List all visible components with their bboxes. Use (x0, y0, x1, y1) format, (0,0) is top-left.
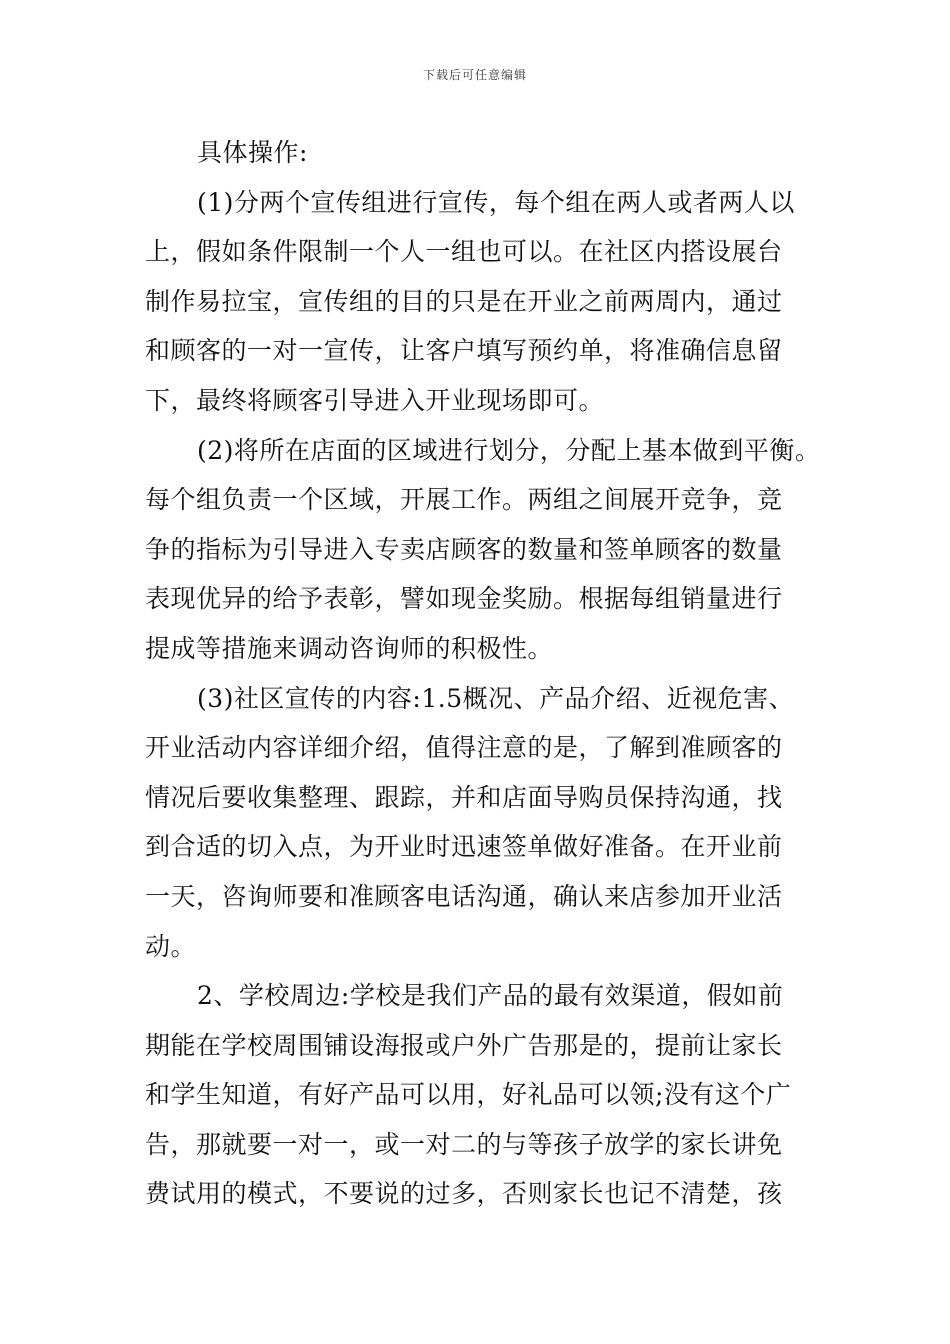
text-line: 下，最终将顾客引导进入开业现场即可。 (145, 385, 605, 415)
text-line: 动。 (145, 931, 197, 961)
text-line: 开业活动内容详细介绍，值得注意的是，了解到准顾客的 (145, 733, 783, 763)
text-line: 制作易拉宝，宣传组的目的只是在开业之前两周内，通过 (145, 286, 783, 316)
text-line: 具体操作: (197, 138, 308, 167)
text-line: 一天，咨询师要和准顾客电话沟通，确认来店参加开业活 (145, 881, 783, 911)
text-line: 上，假如条件限制一个人一组也可以。在社区内搭设展台 (145, 237, 783, 267)
text-line: (3)社区宣传的内容:1.5概况、产品介绍、近视危害、 (197, 683, 795, 713)
text-line: 告，那就要一对一，或一对二的与等孩子放学的家长讲免 (145, 1129, 783, 1159)
text-line: (1)分两个宣传组进行宣传，每个组在两人或者两人以 (197, 187, 795, 217)
text-line: 到合适的切入点，为开业时迅速签单做好准备。在开业前 (145, 832, 783, 862)
text-line: 争的指标为引导进入专卖店顾客的数量和签单顾客的数量 (145, 534, 783, 564)
text-line: 每个组负责一个区域，开展工作。两组之间展开竞争，竞 (145, 485, 783, 515)
text-line: 2、学校周边:学校是我们产品的最有效渠道，假如前 (197, 981, 784, 1011)
page-header: 下载后可任意编辑 (422, 68, 527, 82)
text-line: 提成等措施来调动咨询师的积极性。 (145, 633, 554, 663)
text-line: (2)将所在店面的区域进行划分，分配上基本做到平衡。 (197, 435, 821, 465)
document-body (145, 128, 821, 1219)
text-line: 期能在学校周围铺设海报或户外广告那是的，提前让家长 (145, 1030, 783, 1060)
text-line: 费试用的模式，不要说的过多，否则家长也记不清楚，孩 (145, 1179, 783, 1209)
text-line: 情况后要收集整理、跟踪，并和店面导购员保持沟通，找 (145, 782, 783, 812)
text-line: 和顾客的一对一宣传，让客户填写预约单，将准确信息留 (145, 336, 783, 366)
text-line: 表现优异的给予表彰，譬如现金奖励。根据每组销量进行 (145, 584, 783, 614)
text-line: 和学生知道，有好产品可以用，好礼品可以领;没有这个广 (145, 1080, 792, 1110)
